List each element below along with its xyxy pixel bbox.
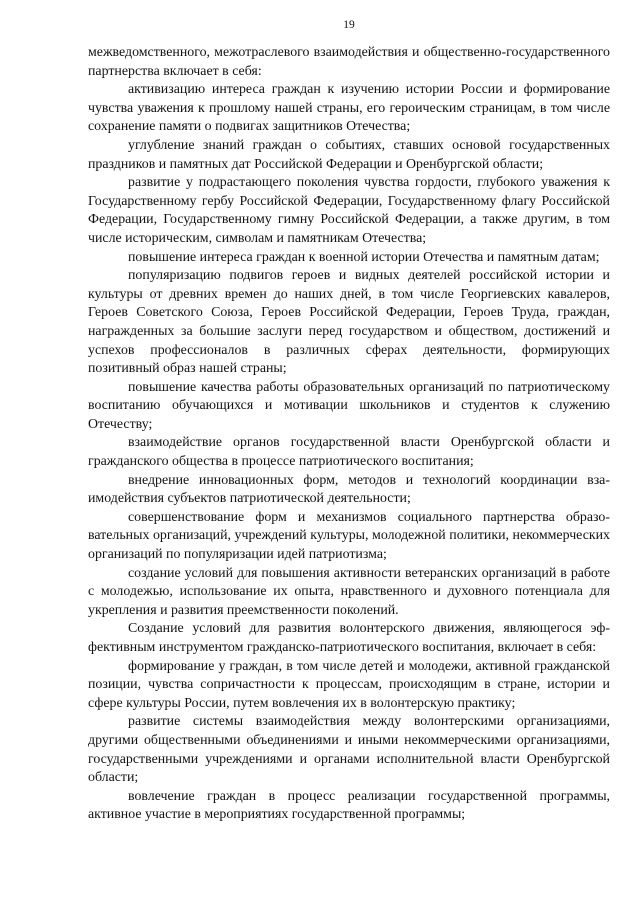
paragraph: повышение качества работы образовательных организаций по патриотическому воспитанию обучающихся и мотивации школьников и студентов к служению Отечеству; bbox=[88, 379, 610, 432]
paragraph: внедрение инновационных форм, методов и технологий координации взаимодействия субъектов патриотической деятельности; bbox=[88, 472, 610, 507]
paragraph: развитие системы взаимодействия между волонтерскими организациями, другими общественными объединениями и иными некоммерческими организациями, государственными учреждениями и органами исполнительной власти Оренбургской области; bbox=[88, 714, 610, 786]
paragraph: межведомственного, межотраслевого взаимодействия и общественно-государственного партнерства включает в себя: bbox=[88, 45, 610, 79]
paragraph: популяризацию подвигов героев и видных деятелей российской истории и культуры от древних времен до наших дней, в том числе Георгиевских кавалеров, Героев Советского Союза, Героев Российской Федерации, Героев Труда, граждан, награжденных за большие заслуги перед государством и обществом, достижений и успехов профессионалов в различных сферах деятельности, формирующих позитивный образ нашей страны; bbox=[88, 268, 610, 377]
paragraph: формирование у граждан, в том числе детей и молодежи, активной гражданской позиции, чувства сопричастности к процессам, происходящим в стране, истории и сфере культуры России, путем вовлечения их в волонтерскую практику; bbox=[88, 658, 610, 711]
paragraph: совершенствование форм и механизмов социального партнерства образовательных организаций, учреждений культуры, молодежной политики, некоммерческих организаций по популяризации идей патриотизма; bbox=[88, 509, 610, 563]
paragraph: Создание условий для развития волонтерского движения, являющегося эффективным инструментом гражданско-патриотического воспитания, включает в себя: bbox=[88, 621, 610, 655]
document-body bbox=[88, 44, 610, 825]
paragraph: взаимодействие органов государственной власти Оренбургской области и гражданского общества в процессе патриотического воспитания; bbox=[88, 435, 610, 470]
paragraph: создание условий для повышения активности ветеранских организаций в работе с молодежью, использование их опыта, нравственного и духовного потенциала для укрепления и развития преемственности поколений. bbox=[88, 565, 610, 618]
page-number: 19 bbox=[343, 19, 355, 31]
paragraph: развитие у подрастающего поколения чувства гордости, глубокого уважения к Государственному гербу Российской Федерации, Государственному флагу Российской Федерации, Государственному гимну Российской Федерации, а также другим, в том числе историческим, символам и памятникам Отечества; bbox=[88, 175, 610, 246]
paragraph: активизацию интереса граждан к изучению истории России и формирование чувства уважения к прошлому нашей страны, его героическим страницам, в том числе сохранение памяти о подвигах защитников Отечества; bbox=[88, 82, 610, 135]
paragraph: повышение интереса граждан к военной истории Отечества и памятным датам; bbox=[128, 249, 600, 265]
paragraph: вовлечение граждан в процесс реализации государственной программы, активное участие в мероприятиях государственной программы; bbox=[88, 788, 610, 823]
paragraph: углубление знаний граждан о событиях, ставших основой государственных праздников и памятных дат Российской Федерации и Оренбургской области; bbox=[88, 137, 610, 172]
